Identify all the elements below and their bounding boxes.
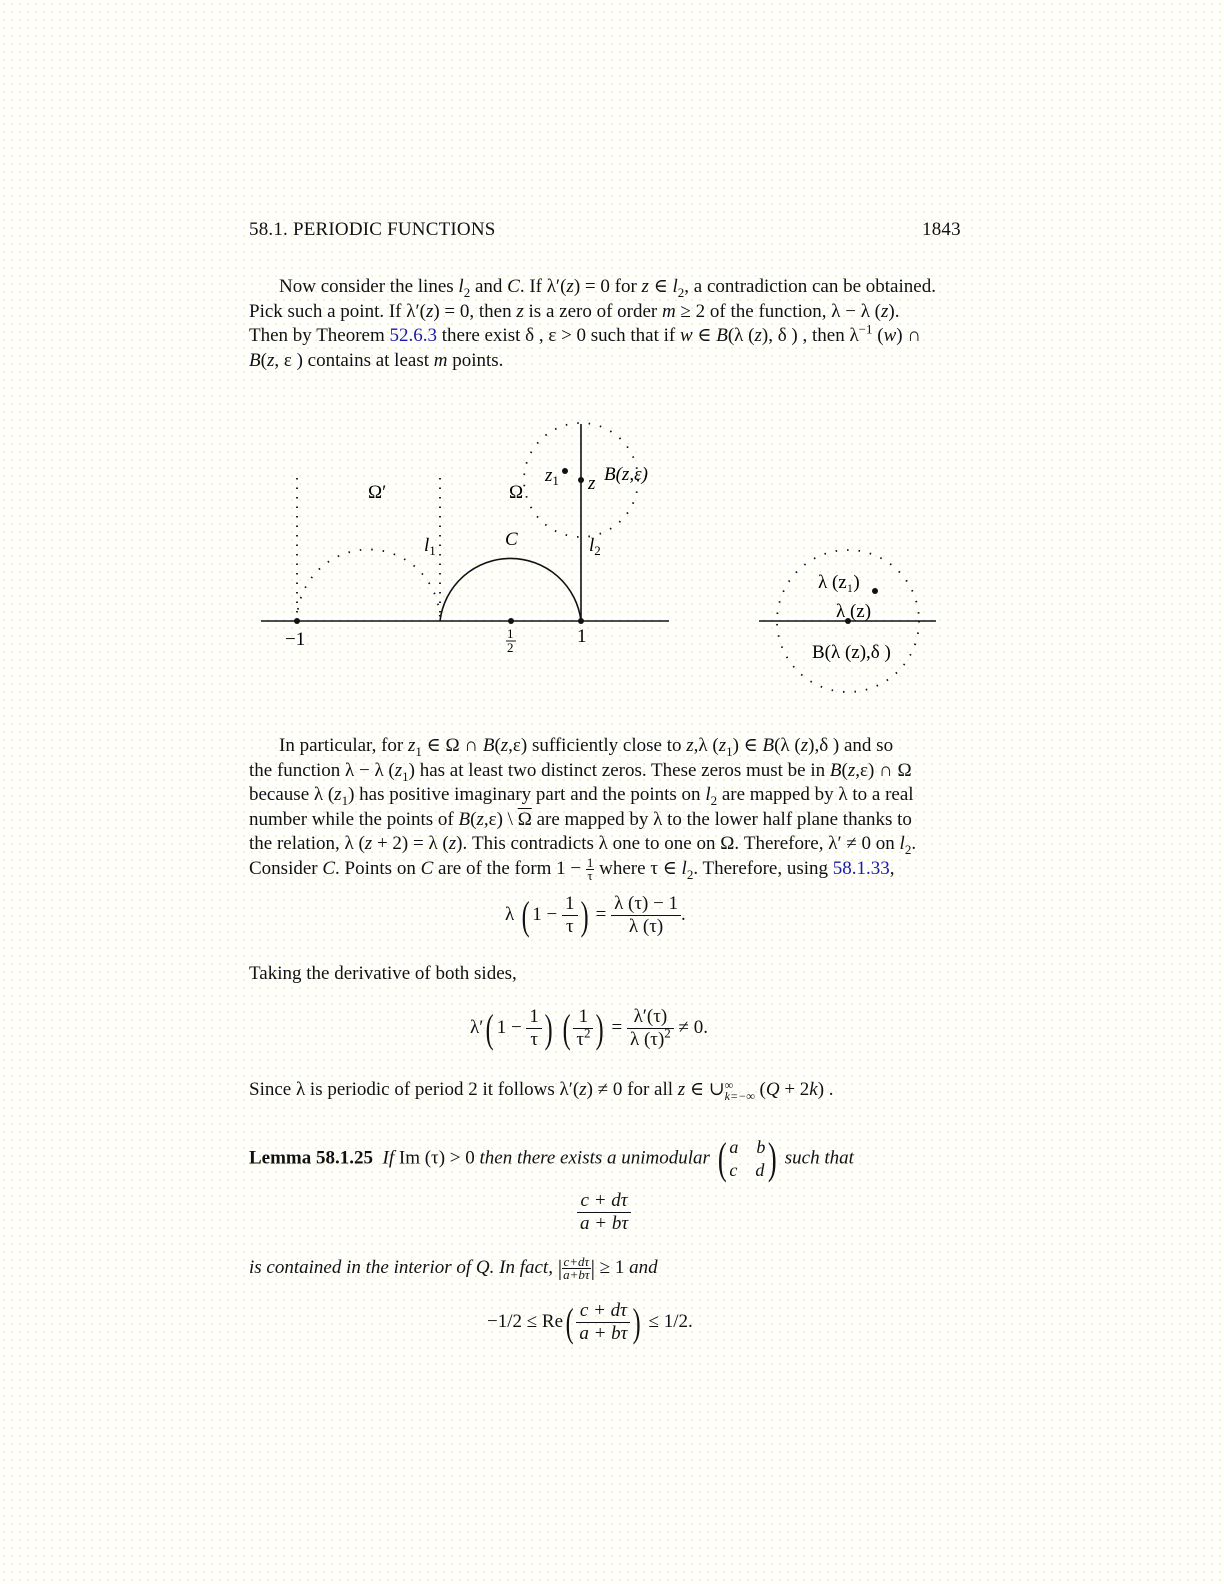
tick-1: 1	[577, 626, 587, 647]
lemma-fraction: $\frac{c + d\tau}{a + b\tau}$	[577, 1190, 631, 1235]
label-lambda-z: λ (z)	[836, 601, 872, 622]
figure-diagram	[0, 400, 1224, 710]
label-ball: B(z,ε)	[604, 464, 648, 485]
label-z1: $z_1$	[545, 465, 559, 488]
label-omega-prime: Ω′	[368, 482, 387, 503]
point-z1	[562, 468, 568, 474]
para2-line4: number while the points of B(z,ε) \ $\overline{\Omega}$ are mapped by λ to the lower half plane thanks to	[249, 808, 912, 830]
running-header-section: 58.1. PERIODIC FUNCTIONS	[249, 219, 496, 240]
equation-link[interactable]: 58.1.33	[832, 857, 890, 879]
label-omega: Ω	[509, 482, 524, 503]
equation-2: λ′( 1 − $\frac{1}{\tau}$ ) ( $\frac{1}{\tau^2}$ ) = $\frac{\lambda'(\tau)}{\lambda (\tau)^2}$ ≠ 0.	[470, 1005, 708, 1051]
point-z	[578, 477, 584, 483]
point-lambda-z1	[872, 588, 878, 594]
page-number: 1843	[922, 219, 961, 240]
para1-line3: Then by Theorem 52.6.3 there exist δ , ε > 0 such that if w ∈ B(λ (z), δ ) , then $\lambda^{-1}$ (w) ∩	[249, 321, 922, 346]
lemma-line2: is contained in the interior of Q. In fact, | $\frac{c+d\tau}{a+b\tau}$ | ≥ 1 and	[249, 1254, 658, 1283]
para2-line6: Consider C. Points on C are of the form 1 − $\frac{1}{\tau}$ where τ ∈ $l_2$. Therefore, using 58.1.33,	[249, 854, 895, 883]
point-minus1	[294, 618, 300, 624]
label-l1: $l_1$	[424, 535, 436, 558]
para1-line2: Pick such a point. If λ′(z) = 0, then z is a zero of order m ≥ 2 of the function, λ − λ (z).	[249, 300, 900, 322]
label-l2: $l_2$	[589, 535, 601, 558]
lemma-statement: Lemma 58.1.25 If Im (τ) > 0 then there exists a unimodular ( a b c d ) such that	[249, 1134, 854, 1183]
paragraph-2	[249, 734, 963, 882]
label-ball-lambda: B(λ (z),δ )	[812, 642, 891, 663]
para2-line5: the relation, λ (z + 2) = λ (z). This contradicts λ one to one on Ω. Therefore, λ′ ≠ 0 on $l_2$.	[249, 833, 917, 857]
c-semicircle	[440, 558, 581, 621]
para1-line4: B(z, ε ) contains at least m points.	[249, 349, 504, 371]
point-half	[508, 618, 514, 624]
label-c: C	[505, 529, 518, 550]
tick-half-den: 2	[507, 640, 514, 655]
para2-line1: In particular, for $z_1$ ∈ Ω ∩ B(z,ε) sufficiently close to z,λ $(z_1)$ ∈ B(λ (z),δ ) and so	[279, 735, 894, 759]
para2-line2: the function λ − λ $(z_1)$ has at least two distinct zeros. These zeros must be in B(z,ε) ∩ Ω	[249, 759, 912, 784]
tick-half-num: 1	[507, 626, 514, 641]
lemma-title: Lemma 58.1.25	[249, 1147, 374, 1169]
equation-1: λ ( 1 − $\frac{1}{\tau}$ ) = $\frac{\lambda (\tau) - 1}{\lambda (\tau)}$ .	[505, 892, 686, 938]
paragraph-1	[249, 275, 963, 373]
para2-line3: because λ $(z_1)$ has positive imaginary part and the points on $l_2$ are mapped by λ to a real	[249, 784, 914, 808]
point-1	[578, 618, 584, 624]
para1-line1: Now consider the lines $l_2$ and C. If λ′(z) = 0 for z ∈ $l_2$, a contradiction can be obtained.	[279, 276, 936, 300]
label-lambda-z1: λ (z₁)	[818, 572, 860, 593]
theorem-link[interactable]: 52.6.3	[389, 325, 438, 346]
lemma-inequality: −1/2 ≤ Re( $\frac{c + d\tau}{a + b\tau}$ ) ≤ 1/2.	[487, 1299, 693, 1345]
paragraph-4: Since λ is periodic of period 2 it follows λ′(z) ≠ 0 for all z ∈ ∪ ∞ k=−∞ (Q + 2k) .	[249, 1077, 834, 1103]
unimodular-matrix: a b c d	[729, 1137, 766, 1180]
label-z: z	[588, 473, 596, 494]
dotted-arc-omega-prime	[297, 549, 440, 621]
tick-minus1: −1	[285, 629, 306, 650]
paragraph-3: Taking the derivative of both sides,	[249, 963, 517, 984]
inline-fraction: $\frac{1}{\tau}$	[586, 854, 594, 883]
